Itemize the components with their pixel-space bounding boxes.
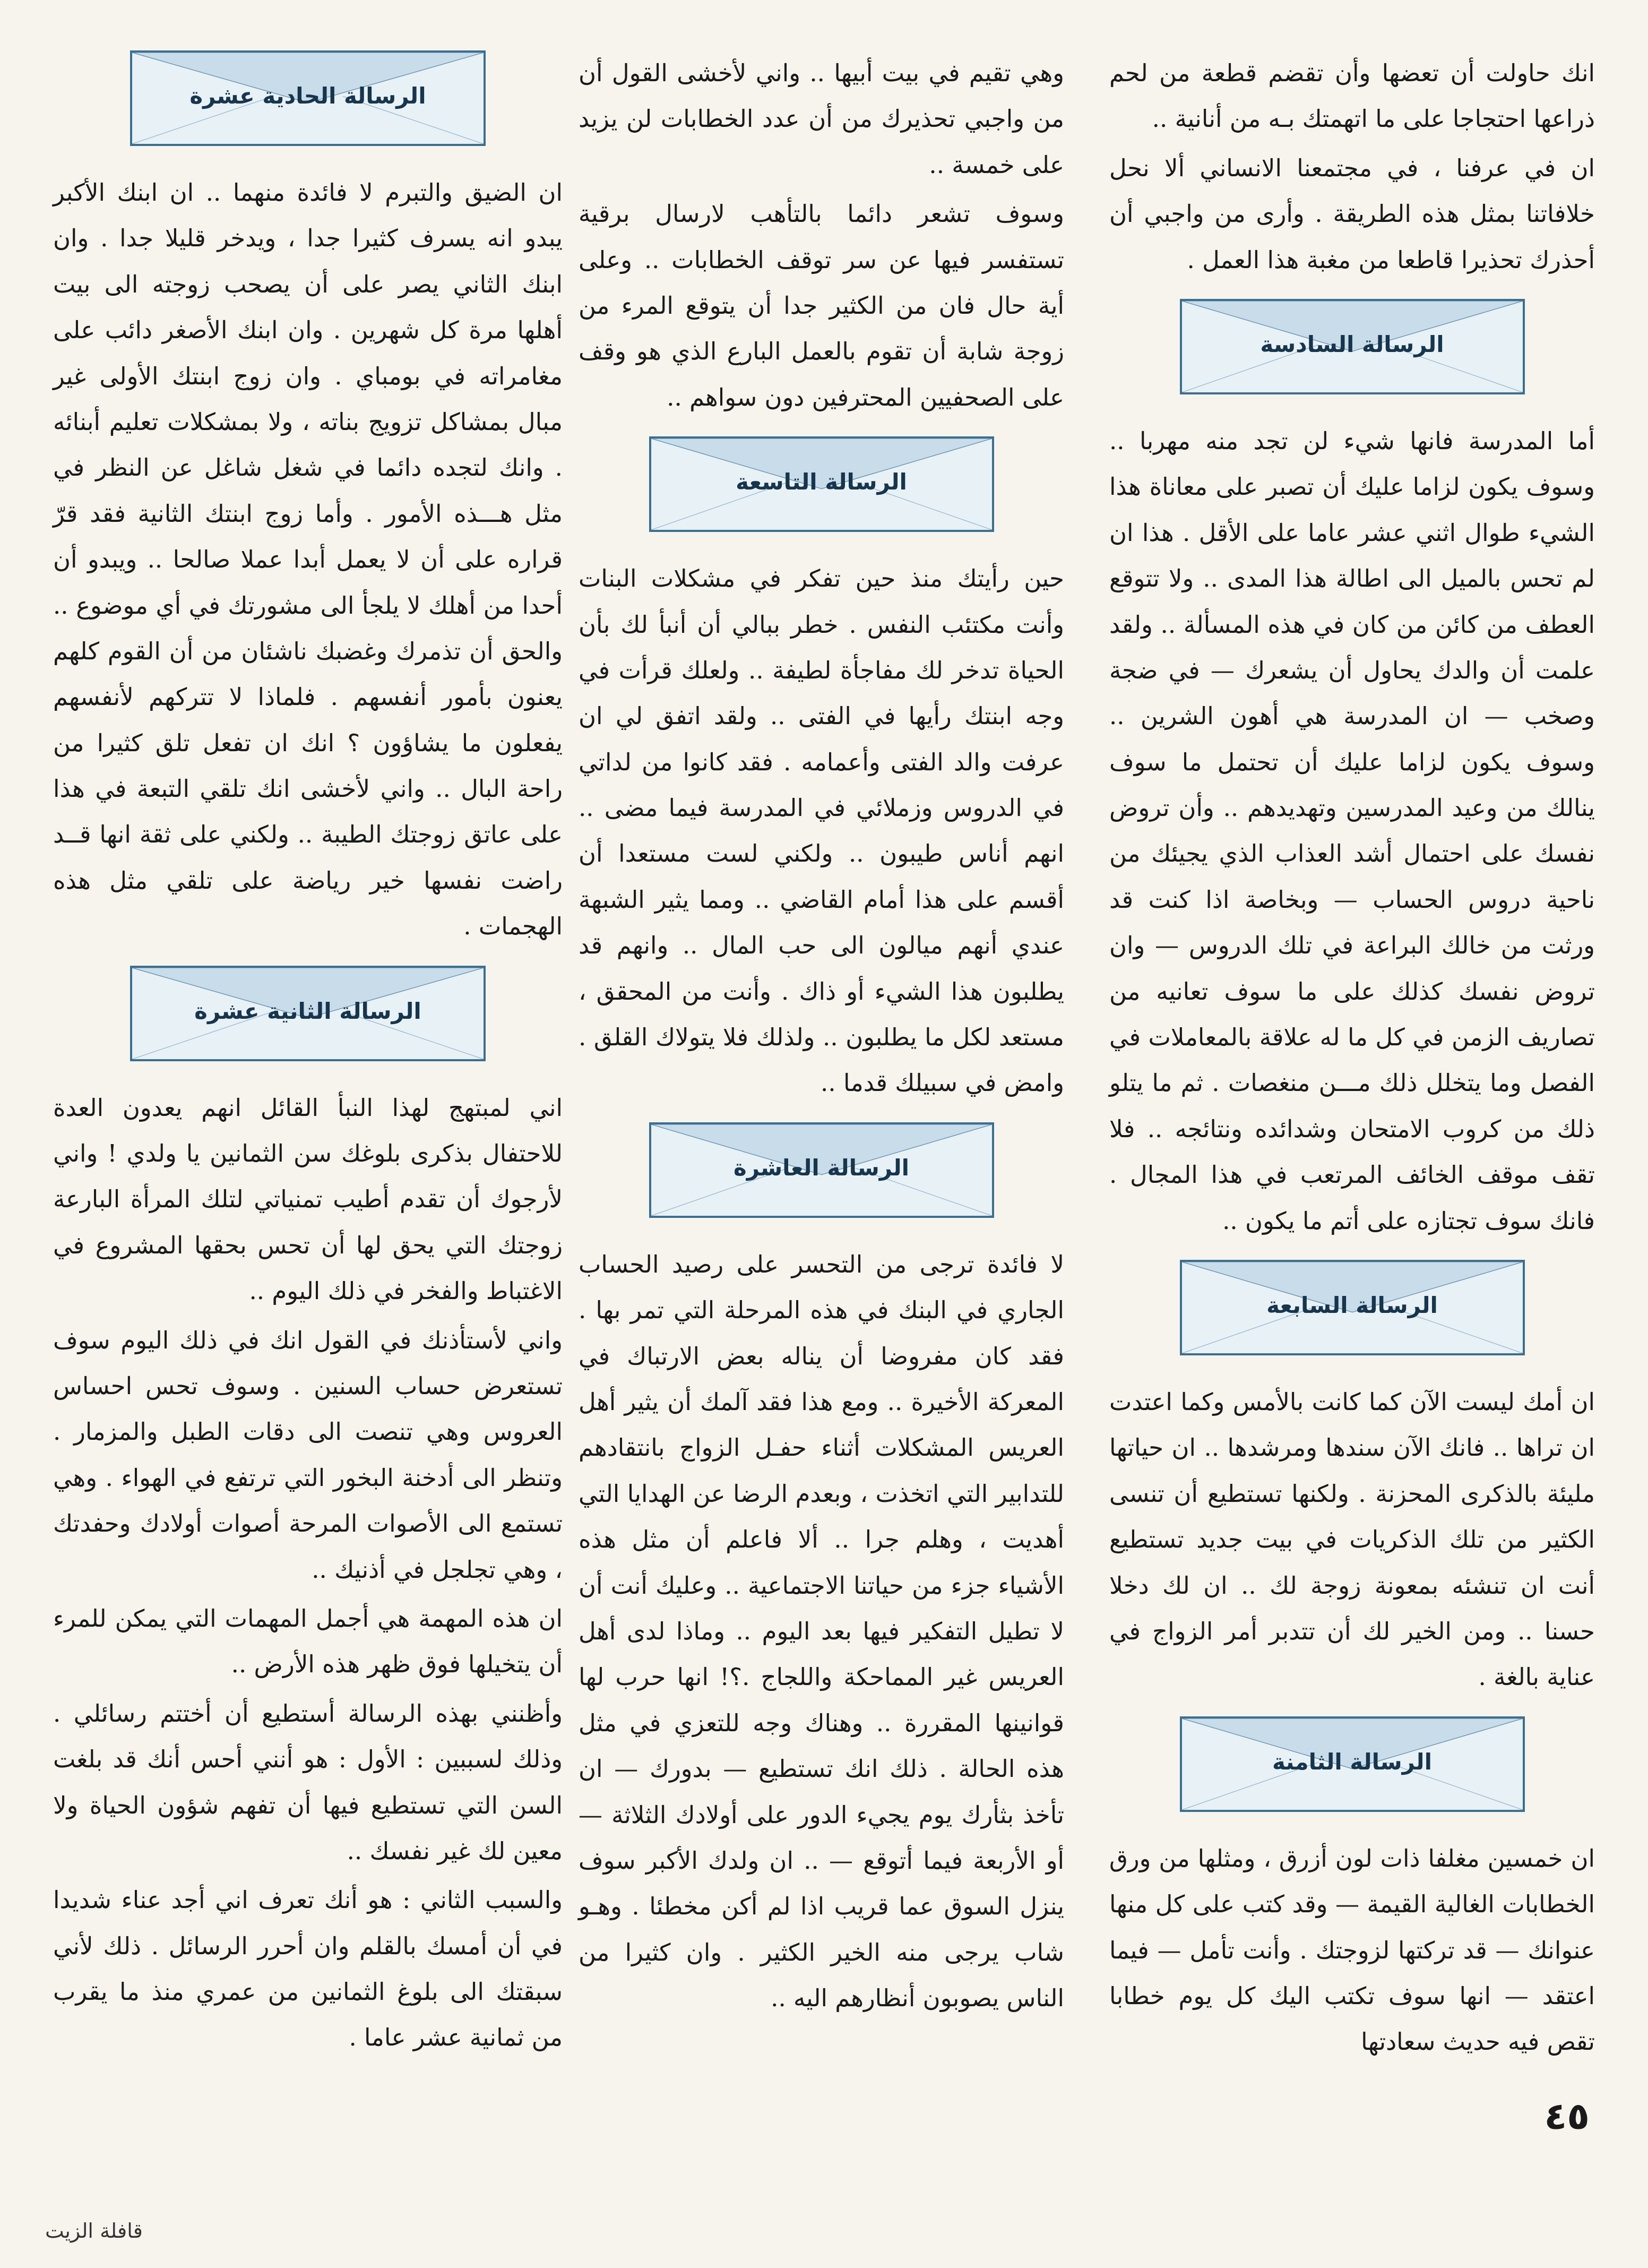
paragraph: ان في عرفنا ، في مجتمعنا الانساني ألا نحل خلافاتنا بمثل هذه الطريقة . وأرى من واجبي أن أحذرك تحذيرا قاطعا من مغبة هذا العمل . [1109, 153, 1595, 274]
column-right [1109, 50, 1595, 2068]
paragraph: ان خمسين مغلفا ذات لون أزرق ، ومثلها من ورق الخطابات الغالية القيمة — وقد كتب على كل منها عنوانك — قد تركتها لزوجتك . وأنت تأمل — فيما اعتقد — انها سوف تكتب اليك كل يوم خطابا تقص فيه حديث سعادتها [1109, 1844, 1595, 2056]
envelope-heading [1180, 1716, 1525, 1812]
column-left [53, 50, 563, 2064]
paragraph: وسوف تشعر دائما بالتأهب لارسال برقية تستفسر فيها عن سر توقف الخطابات .. وعلى أية حال فان من الكثير جدا أن يتوقع المرء من زوجة شابة أن تقوم بالعمل البارع الذي هو وقف على الصحفيين المحترفين دون سواهم .. [579, 200, 1064, 411]
paragraph: لا فائدة ترجى من التحسر على رصيد الحساب الجاري في البنك في هذه المرحلة التي تمر بها . فقد كان مفروضا أن يناله بعض الارتباك في المعركة الأخيرة .. ومع هذا فقد آلمك أن يثير أهل العريس المشكلات أثناء حفـل الزواج بانتقادهم للتدابير التي اتخذت ، وبعدم الرضا عن الهدايا التي أهديت ، وهلم جرا .. ألا فاعلم أن مثل هذه الأشياء جزء من حياتنا الاجتماعية .. وعليك أنت أن لا تطيل التفكير فيها بعد اليوم .. وماذا لدى أهل العريس غير المماحكة واللجاج .؟! انها حرب لها قوانينها المقررة .. وهناك وجه للتعزي في مثل هذه الحالة . ذلك انك تستطيع — بدورك — ان تأخذ بثأرك يوم يجيء الدور على أولادك الثلاثة — أو الأربعة فيما أتوقع — .. ان ولدك الأكبر سوف ينزل السوق عما قريب اذا لم أكن مخطئا . وهـو شاب يرجى منه الخير الكثير . وان كثيرا من الناس يصوبون أنظارهم اليه .. [579, 1250, 1064, 2013]
envelope-heading [1180, 1260, 1525, 1355]
letter-title: الرسالة الثامنة [1272, 1748, 1432, 1775]
paragraph: أما المدرسة فانها شيء لن تجد منه مهربا .. وسوف يكون لزاما عليك أن تصبر على معاناة هذا الشيء طوال اثني عشر عاما على الأقل . هذا ان لم تحس بالميل الى اطالة هذا المدى .. ولا تتوقع العطف من كائن من كان في هذه المسألة .. ولقد علمت أن والدك يحاول أن يشعرك — في ضجة وصخب — ان المدرسة هي أهون الشرين .. وسوف يكون لزاما عليك أن تحتمل ما سوف ينالك من وعيد المدرسين وتهديدهم .. وأن تروض نفسك على احتمال أشد العذاب الذي يجيئك من ناحية دروس الحساب — وبخاصة اذا كنت قد ورثت من خالك البراعة في تلك الدروس — وان تروض نفسك كذلك على ما سوف تعانيه من تصاريف الزمن في كل ما له علاقة بالمعاملات في الفصل وما يتخلل ذلك مـــن منغصات . ثم ما يتلو ذلك من كروب الامتحان وشدائده ونتائجه .. فلا تقف موقف الخائف المرتعب في هذا المجال . فانك سوف تجتازه على أتم ما يكون .. [1109, 426, 1595, 1235]
column-middle [579, 50, 1064, 2024]
letter-title: الرسالة السادسة [1260, 331, 1444, 357]
paragraph: واني لأستأذنك في القول انك في ذلك اليوم سوف تستعرض حساب السنين . وسوف تحس احساس العروس وهي تنصت الى دقات الطبل والمزمار . وتنظر الى أدخنة البخور التي ترتفع في الهواء . وهي تستمع الى الأصوات المرحة أصوات أولادك وحفدتك ، وهي تجلجل في أذنيك .. [53, 1326, 563, 1584]
envelope-heading [130, 966, 486, 1061]
paragraph: وهي تقيم في بيت أبيها .. واني لأخشى القول أن من واجبي تحذيرك من أن عدد الخطابات لن يزيد على خمسة .. [579, 59, 1064, 179]
page-number: ٤٥ [1544, 2094, 1590, 2138]
paragraph: اني لمبتهج لهذا النبأ القائل انهم يعدون العدة للاحتفال بذكرى بلوغك سن الثمانين يا ولدي ! واني لأرجوك أن تقدم أطيب تمنياتي لتلك المرأة البارعة زوجتك التي يحق لها أن تحس بحقها المشروع في الاغتباط والفخر في ذلك اليوم .. [53, 1093, 563, 1305]
paragraph: وأظنني بهذه الرسالة أستطيع أن أختتم رسائلي . وذلك لسببين : الأول : هو أنني أحس أنك قد بلغت السن التي تستطيع فيها أن تفهم شؤون الحياة ولا معين لك غير نفسك .. [53, 1699, 563, 1865]
paragraph: ان هذه المهمة هي أجمل المهمات التي يمكن للمرء أن يتخيلها فوق ظهر هذه الأرض .. [53, 1604, 563, 1679]
envelope-heading [649, 436, 994, 532]
envelope-heading [649, 1122, 994, 1218]
envelope-heading [1180, 299, 1525, 394]
letter-title: الرسالة التاسعة [736, 469, 907, 495]
envelope-heading [130, 50, 486, 146]
footer-magazine-title: قافلة الزيت [45, 2219, 143, 2243]
letter-title: الرسالة الثانية عشرة [194, 998, 421, 1024]
paragraph: حين رأيتك منذ حين تفكر في مشكلات البنات وأنت مكتئب النفس . خطر ببالي أن أنبأ لك بأن الحياة تدخر لك مفاجأة لطيفة .. ولعلك قرأت في وجه ابنتك رأيها في الفتى .. ولقد اتفق لي ان عرفت والد الفتى وأعمامه . فقد كانوا من لداتي في الدروس وزملائي في المدرسة فيما مضى .. انهم أناس طيبون .. ولكني لست مستعدا أن أقسم على هذا أمام القاضي .. ومما يثير الشبهة عندي أنهم ميالون الى حب المال .. وانهم قد يطلبون هذا الشيء أو ذاك . وأنت من المحقق ، مستعد لكل ما يطلبون .. ولذلك فلا يتولاك القلق . وامض في سبيلك قدما .. [579, 564, 1064, 1097]
paragraph: ان الضيق والتبرم لا فائدة منهما .. ان ابنك الأكبر يبدو انه يسرف كثيرا جدا ، ويدخر قليلا جدا . وان ابنك الثاني يصر على أن يصحب زوجته الى بيت أهلها مرة كل شهرين . وان ابنك الأصغر دائب على مغامراته في بومباي . وان زوج ابنتك الأولى غير مبال بمشاكل تزويج بناته ، ولا بمشكلات تعليم أبنائه . وانك لتجده دائما في شغل شاغل عن النظر في مثل هـــذه الأمور . وأما زوج ابنتك الثانية فقد قرّ قراره على أن لا يعمل أبدا عملا صالحا .. ويبدو أن أحدا من أهلك لا يلجأ الى مشورتك في أي موضوع .. والحق أن تذمرك وغضبك ناشئان من أن القوم كلهم يعنون بأمور أنفسهم . فلماذا لا تتركهم لأنفسهم يفعلون ما يشاؤون ؟ انك ان تفعل تلق كثيرا من راحة البال .. واني لأخشى انك تلقي التبعة في هذا على عاتق زوجتك الطيبة .. ولكني على ثقة انها قــد راضت نفسها خير رياضة على تلقي مثل هذه الهجمات . [53, 178, 563, 941]
paragraph: انك حاولت أن تعضها وأن تقضم قطعة من لحم ذراعها احتجاجا على ما اتهمتك بـه من أنانية .. [1109, 59, 1595, 133]
paragraph: والسبب الثاني : هو أنك تعرف اني أجد عناء شديدا في أن أمسك بالقلم وان أحرر الرسائل . ذلك لأني سبقتك الى بلوغ الثمانين من عمري منذ ما يقرب من ثمانية عشر عاما . [53, 1886, 563, 2052]
letter-title: الرسالة السابعة [1266, 1292, 1438, 1318]
letter-title: الرسالة العاشرة [733, 1154, 910, 1181]
letter-title: الرسالة الحادية عشرة [189, 83, 426, 109]
paragraph: ان أمك ليست الآن كما كانت بالأمس وكما اعتدت ان تراها .. فانك الآن سندها ومرشدها .. ان حياتها مليئة بالذكرى المحزنة . ولكنها تستطيع أن تنسى الكثير من تلك الذكريات في بيت جديد تستطيع أنت ان تنشئه بمعونة زوجة لك .. ان لك دخلا حسنا .. ومن الخير لك أن تتدبر أمر الزواج في عناية بالغة . [1109, 1387, 1595, 1691]
